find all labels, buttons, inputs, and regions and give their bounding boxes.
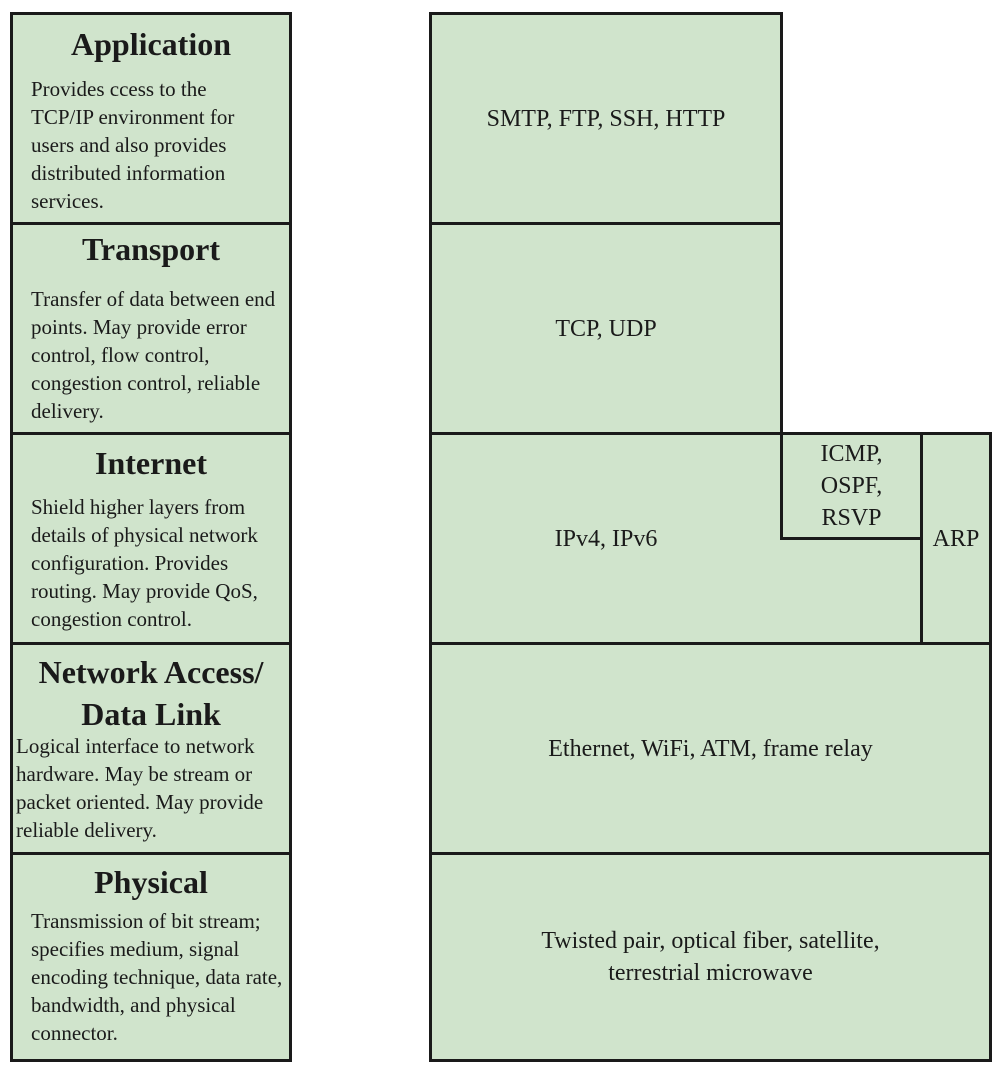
protocols-transport-text: TCP, UDP xyxy=(555,315,657,342)
layer-title-physical: Physical xyxy=(94,864,208,900)
protocols-ospf: OSPF, xyxy=(820,473,883,499)
protocols-network-access xyxy=(429,642,992,855)
layer-title-transport: Transport xyxy=(81,231,221,267)
protocols-physical xyxy=(429,852,992,1062)
layer-description-application: Provides ccess to the TCP/IP environment for users and also provides distributed information services. xyxy=(31,77,235,213)
layer-network-access xyxy=(10,642,292,855)
protocols-icmp: ICMP, xyxy=(820,441,883,467)
layer-description-physical: Transmission of bit stream; specifies medium, signal encoding technique, data rate, bandwidth, and physical connector. xyxy=(31,909,283,1045)
layer-application xyxy=(10,12,292,225)
layer-transport xyxy=(10,222,292,435)
protocols-network-access-text: Ethernet, WiFi, ATM, frame relay xyxy=(548,735,873,762)
layer-description-internet: Shield higher layers from details of physical network configuration. Provides routing. May provide QoS, congestion control. xyxy=(31,495,258,631)
layer-title-application: Application xyxy=(70,26,232,62)
protocols-arp xyxy=(920,432,992,645)
layer-internet xyxy=(10,432,292,645)
layer-physical xyxy=(10,852,292,1062)
layer-title-network-access-line2: Data Link xyxy=(81,696,221,732)
protocols-physical-text xyxy=(541,925,879,989)
protocols-application-text: SMTP, FTP, SSH, HTTP xyxy=(486,105,726,132)
protocols-physical-line1: Twisted pair, optical fiber, satellite, xyxy=(541,928,880,954)
protocols-arp-text: ARP xyxy=(932,525,980,552)
layer-title-network-access xyxy=(13,651,289,735)
layer-title-internet: Internet xyxy=(95,445,207,481)
protocols-internet-label xyxy=(432,435,780,642)
protocols-internet-control xyxy=(780,432,923,540)
protocols-rsvp: RSVP xyxy=(821,505,882,531)
layer-description-network-access: Logical interface to network hardware. May be stream or packet oriented. May provide reliable delivery. xyxy=(16,734,264,842)
layer-description-transport: Transfer of data between end points. May provide error control, flow control, congestion control, reliable delivery. xyxy=(31,287,276,423)
protocols-internet-text: IPv4, IPv6 xyxy=(554,525,658,552)
protocols-physical-line2: terrestrial microwave xyxy=(608,960,813,986)
layer-title-network-access-line1: Network Access/ xyxy=(38,654,264,690)
protocols-application xyxy=(429,12,783,225)
protocols-transport xyxy=(429,222,783,435)
protocols-internet-control-text xyxy=(820,438,882,534)
